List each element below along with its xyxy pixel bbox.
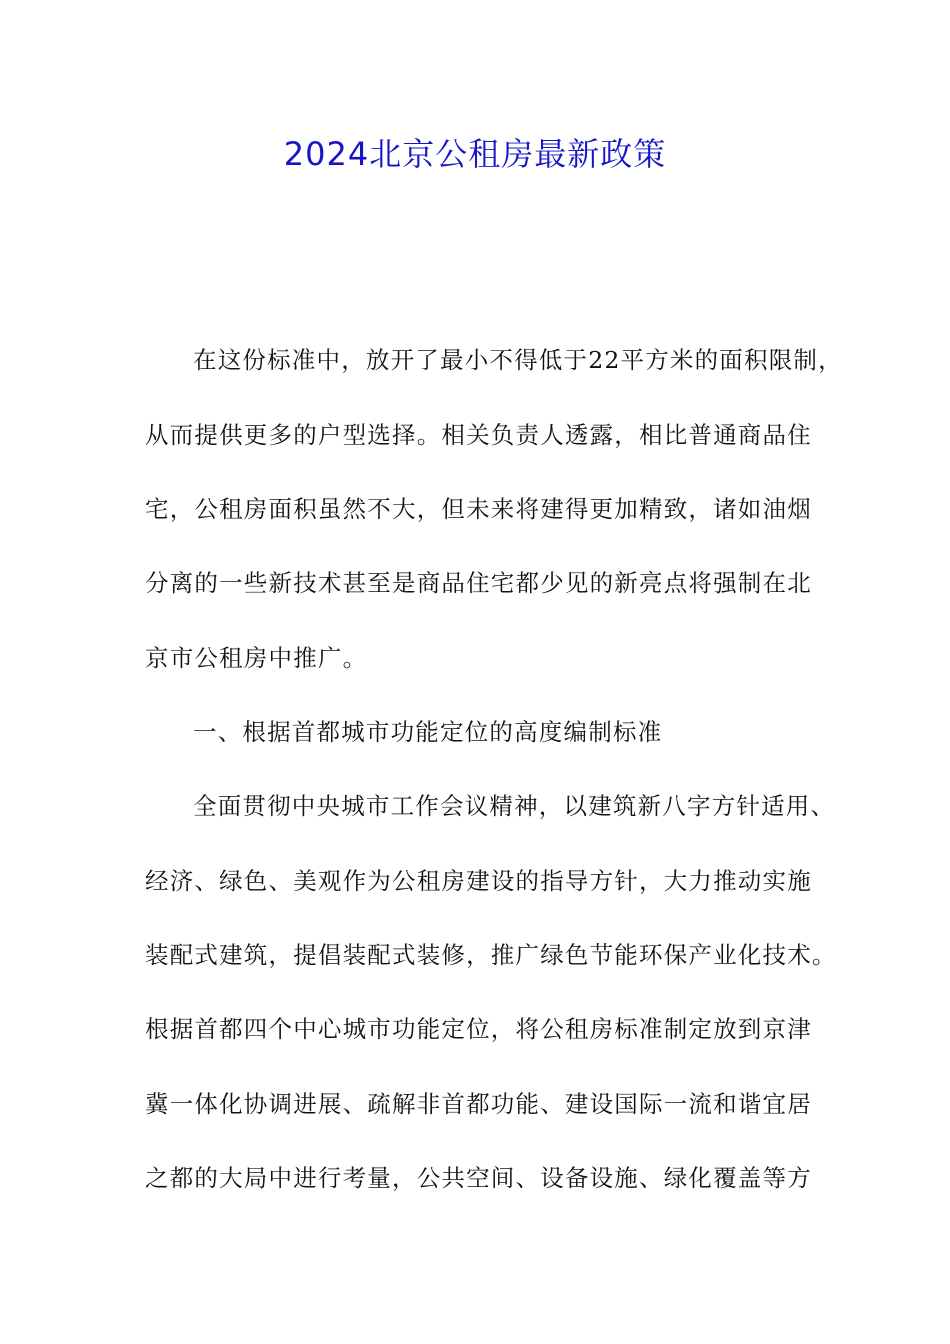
document-title: 2024北京公租房最新政策 [283, 135, 667, 173]
paragraph-1-line-1: 在这份标准中，放开了最小不得低于22平方米的面积限制， [193, 346, 843, 374]
paragraph-2-line-5: 冀一体化协调进展、疏解非首都功能、建设国际一流和谐宜居 [145, 1090, 812, 1118]
paragraph-2-line-3: 装配式建筑，提倡装配式装修，推广绿色节能环保产业化技术。 [145, 941, 837, 969]
paragraph-2-line-1: 全面贯彻中央城市工作会议精神，以建筑新八字方针适用、 [193, 792, 836, 820]
paragraph-1-line-5: 京市公租房中推广。 [145, 644, 368, 672]
section-heading-1: 一、根据首都城市功能定位的高度编制标准 [193, 718, 663, 746]
paragraph-1-line-3: 宅，公租房面积虽然不大，但未来将建得更加精致，诸如油烟 [145, 495, 812, 523]
paragraph-2-line-4: 根据首都四个中心城市功能定位，将公租房标准制定放到京津 [145, 1015, 812, 1043]
paragraph-2-line-6: 之都的大局中进行考量，公共空间、设备设施、绿化覆盖等方 [145, 1164, 812, 1192]
paragraph-2-line-2: 经济、绿色、美观作为公租房建设的指导方针，大力推动实施 [145, 867, 812, 895]
paragraph-1-line-2: 从而提供更多的户型选择。相关负责人透露，相比普通商品住 [145, 421, 812, 449]
paragraph-1-line-4: 分离的一些新技术甚至是商品住宅都少见的新亮点将强制在北 [145, 569, 812, 597]
